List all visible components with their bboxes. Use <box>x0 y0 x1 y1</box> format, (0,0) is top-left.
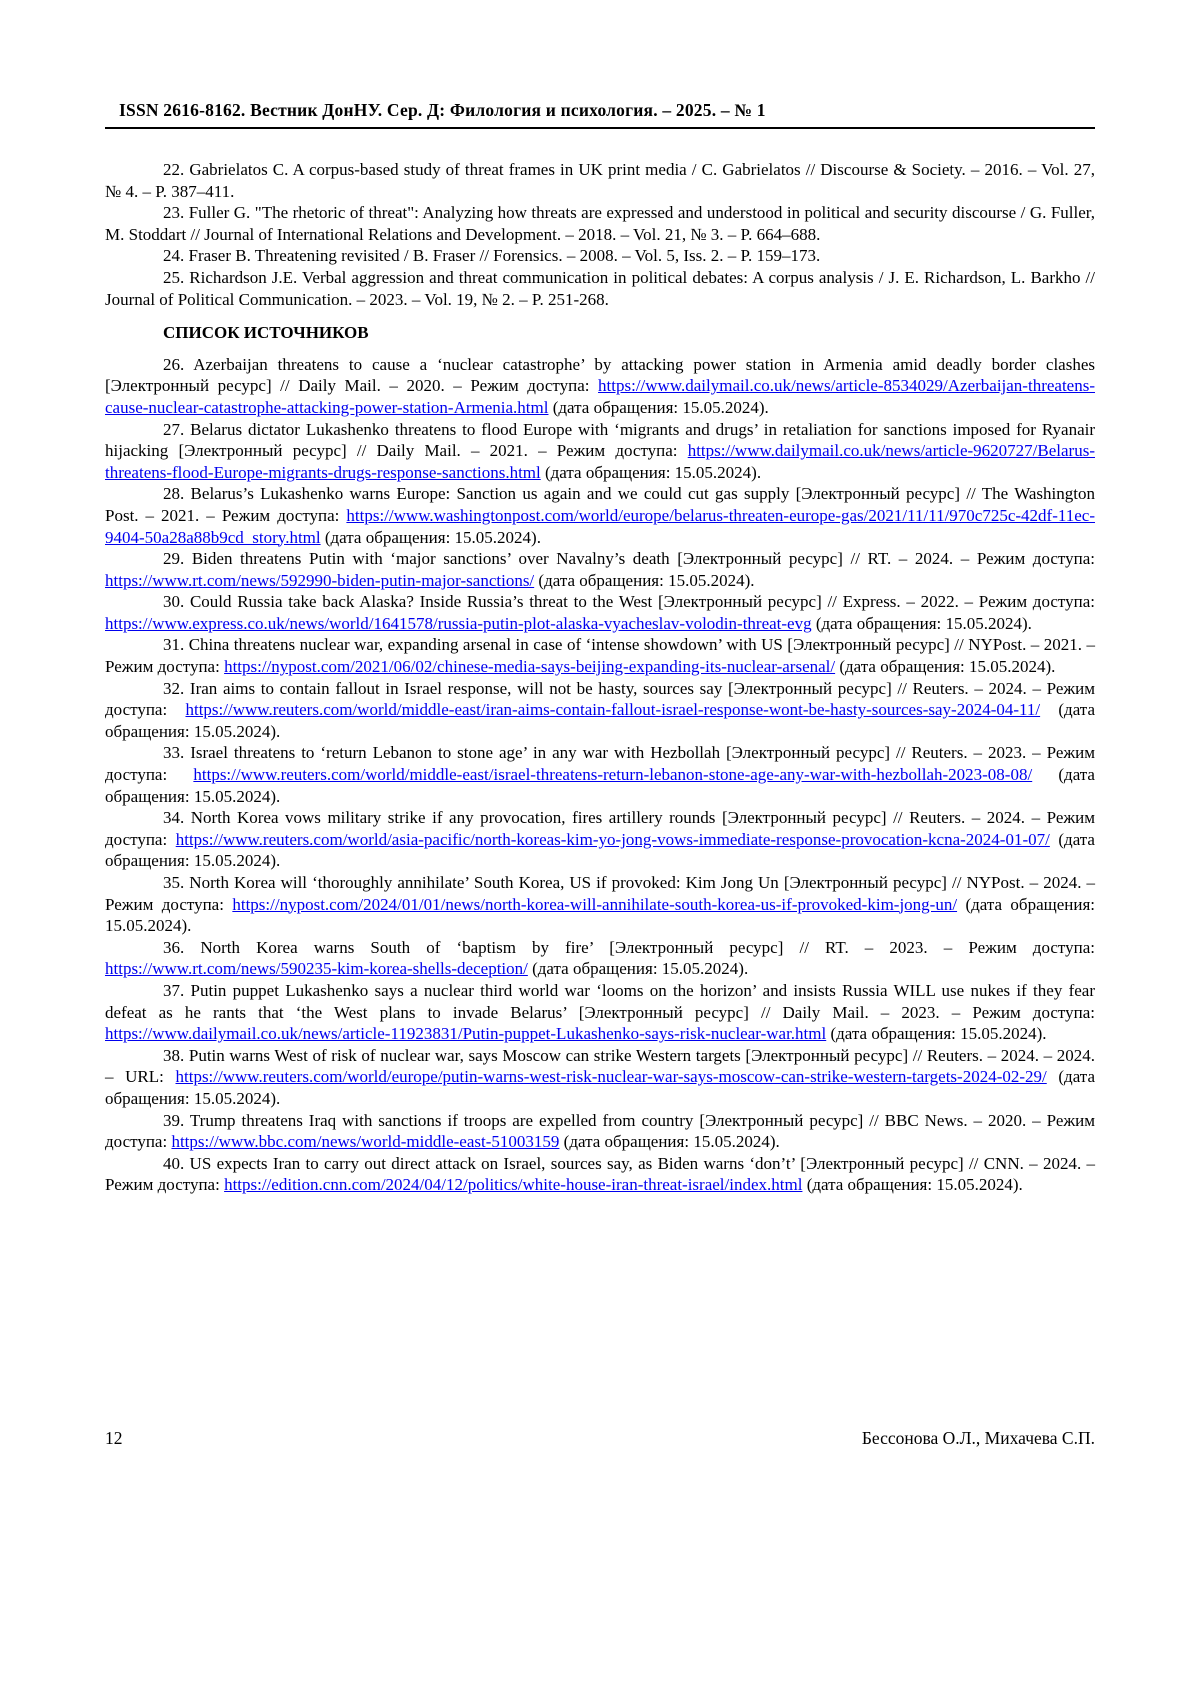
source-url-link[interactable]: https://www.reuters.com/world/middle-east/israel-threatens-return-lebanon-stone-age-any-war-with-hezbollah-2023-08-08/ <box>193 765 1033 785</box>
page-footer <box>105 1428 1095 1449</box>
references-list <box>105 159 1095 310</box>
source-url-link[interactable]: https://www.bbc.com/news/world-middle-east-51003159 <box>171 1132 560 1152</box>
source-item <box>105 591 1095 634</box>
source-text: 27. Belarus dictator Lukashenko threatens to flood Europe with ‘migrants and drugs’ in retaliation for sanctions imposed for Ryanair hijacking [Электронный ресурс] // Daily Mail. – 2021. – Режим доступа: <box>105 419 1095 461</box>
source-item <box>105 548 1095 591</box>
sources-heading: СПИСОК ИСТОЧНИКОВ <box>163 323 369 343</box>
source-url-link[interactable]: https://www.rt.com/news/590235-kim-korea-shells-deception/ <box>105 959 528 979</box>
source-text: 32. Iran aims to contain fallout in Israel response, will not be hasty, sources say [Электронный ресурс] // Reuters. – 2024. – Режим доступа: <box>105 678 1095 720</box>
source-text: (дата обращения: 15.05.2024). <box>105 700 1095 741</box>
source-url-link[interactable]: https://nypost.com/2021/06/02/chinese-media-says-beijing-expanding-its-nuclear-arsenal/ <box>224 657 836 677</box>
source-text: (дата обращения: 15.05.2024). <box>826 1024 1047 1044</box>
footer-authors: Бессонова О.Л., Михачева С.П. <box>861 1428 1095 1448</box>
journal-running-head: ISSN 2616-8162. Вестник ДонНУ. Сер. Д: Филология и психология. – 2025. – № 1 <box>105 100 1095 129</box>
source-text: 36. North Korea warns South of ‘baptism by fire’ [Электронный ресурс] // RT. – 2023. – Режим доступа: <box>163 937 1095 957</box>
source-item <box>105 1153 1095 1196</box>
source-text: (дата обращения: 15.05.2024). <box>105 1067 1095 1108</box>
source-item <box>105 1110 1095 1153</box>
source-url-link[interactable]: https://www.dailymail.co.uk/news/article-8534029/Azerbaijan-threatens-cause-nuclear-catastrophe-attacking-power-station-Armenia.html <box>105 376 1095 417</box>
source-text: (дата обращения: 15.05.2024). <box>802 1175 1023 1195</box>
source-text: (дата обращения: 15.05.2024). <box>540 462 762 482</box>
source-text: (дата обращения: 15.05.2024). <box>105 894 1095 936</box>
source-url-link[interactable]: https://www.express.co.uk/news/world/1641578/russia-putin-plot-alaska-vyacheslav-volodin-threat-evg <box>105 613 812 633</box>
source-text: (дата обращения: 15.05.2024). <box>835 657 1056 677</box>
source-item <box>105 937 1095 980</box>
source-text: (дата обращения: 15.05.2024). <box>105 765 1095 806</box>
source-item <box>105 354 1095 419</box>
source-text: 30. Could Russia take back Alaska? Inside Russia’s threat to the West [Электронный ресурс] // Express. – 2022. – Режим доступа: <box>163 592 1095 612</box>
source-item <box>105 634 1095 677</box>
source-url-link[interactable]: https://www.rt.com/news/592990-biden-putin-major-sanctions/ <box>105 570 535 590</box>
source-url-link[interactable]: https://nypost.com/2024/01/01/news/north-korea-will-annihilate-south-korea-us-if-provoked-kim-jong-un/ <box>232 894 958 914</box>
source-text: 38. Putin warns West of risk of nuclear war, says Moscow can strike Western targets [Электронный ресурс] // Reuters. – 2024. – 2024. – URL: <box>105 1045 1095 1087</box>
source-url-link[interactable]: https://www.dailymail.co.uk/news/article-11923831/Putin-puppet-Lukashenko-says-risk-nuclear-war.html <box>105 1024 827 1044</box>
source-url-link[interactable]: https://www.reuters.com/world/middle-east/iran-aims-contain-fallout-israel-response-wont-be-hasty-sources-say-2024-04-11/ <box>185 700 1041 720</box>
source-text: 33. Israel threatens to ‘return Lebanon to stone age’ in any war with Hezbollah [Электронный ресурс] // Reuters. – 2023. – Режим доступа: <box>105 743 1095 785</box>
source-item <box>105 1045 1095 1110</box>
source-text: (дата обращения: 15.05.2024). <box>320 527 541 547</box>
reference-item: 25. Richardson J.E. Verbal aggression and threat communication in political debates: A corpus analysis / J. E. Richardson, L. Barkho // Journal of Political Communication. – 2023. – Vol. 19, № 2. – P. 251-268. <box>105 267 1095 309</box>
source-text: 40. US expects Iran to carry out direct attack on Israel, sources say, as Biden warns ‘don’t’ [Электронный ресурс] // CNN. – 2024. – Режим доступа: <box>105 1153 1095 1195</box>
source-item <box>105 419 1095 484</box>
source-item <box>105 742 1095 807</box>
source-text: 28. Belarus’s Lukashenko warns Europe: Sanction us again and we could cut gas supply [Электронный ресурс] // The Washington Post. – 2021. – Режим доступа: <box>105 484 1095 525</box>
reference-item: 24. Fraser B. Threatening revisited / B. Fraser // Forensics. – 2008. – Vol. 5, Iss. 2. – P. 159–173. <box>163 246 821 266</box>
reference-item: 22. Gabrielatos C. A corpus-based study of threat frames in UK print media / C. Gabrielatos // Discourse & Society. – 2016. – Vol. 27, № 4. – P. 387–411. <box>105 160 1095 201</box>
source-url-link[interactable]: https://www.reuters.com/world/europe/putin-warns-west-risk-nuclear-war-says-moscow-can-strike-western-targets-2024-02-29/ <box>175 1067 1047 1087</box>
source-text: 26. Azerbaijan threatens to cause a ‘nuclear catastrophe’ by attacking power station in Armenia amid deadly border clashes [Электронный ресурс] // Daily Mail. – 2020. – Режим доступа: <box>105 354 1095 396</box>
source-url-link[interactable]: https://edition.cnn.com/2024/04/12/politics/white-house-iran-threat-israel/index.html <box>224 1175 803 1195</box>
source-text: (дата обращения: 15.05.2024). <box>559 1132 780 1152</box>
source-url-link[interactable]: https://www.washingtonpost.com/world/europe/belarus-threaten-europe-gas/2021/11/11/970c725c-42df-11ec-9404-50a28a88b9cd_story.html <box>105 505 1095 547</box>
source-text: 31. China threatens nuclear war, expanding arsenal in case of ‘intense showdown’ with US [Электронный ресурс] // NYPost. – 2021. – Режим доступа: <box>105 635 1095 677</box>
source-text: (дата обращения: 15.05.2024). <box>811 613 1032 633</box>
page-number: 12 <box>105 1428 123 1448</box>
source-item <box>105 980 1095 1045</box>
source-item <box>105 678 1095 743</box>
source-item <box>105 483 1095 548</box>
source-text: 34. North Korea vows military strike if any provocation, fires artillery rounds [Электронный ресурс] // Reuters. – 2024. – Режим доступа: <box>105 808 1095 849</box>
source-text: 39. Trump threatens Iraq with sanctions if troops are expelled from country [Электронный ресурс] // BBC News. – 2020. – Режим доступа: <box>105 1110 1095 1152</box>
source-text: (дата обращения: 15.05.2024). <box>105 829 1095 871</box>
source-text: (дата обращения: 15.05.2024). <box>548 397 769 417</box>
source-item <box>105 872 1095 937</box>
source-text: (дата обращения: 15.05.2024). <box>534 570 755 590</box>
sources-list <box>105 354 1095 1196</box>
source-text: (дата обращения: 15.05.2024). <box>527 959 749 979</box>
source-text: 37. Putin puppet Lukashenko says a nuclear third world war ‘looms on the horizon’ and insists Russia WILL use nukes if they fear defeat as he rants that ‘the West plans to invade Belarus’ [Электронный ресурс] // Daily Mail. – 2023. – Режим доступа: <box>105 980 1095 1022</box>
reference-item: 23. Fuller G. "The rhetoric of threat": Analyzing how threats are expressed and understood in political and security discourse / G. Fuller, M. Stoddart // Journal of International Relations and Development. – 2018. – Vol. 21, № 3. – P. 664–688. <box>105 203 1095 244</box>
source-url-link[interactable]: https://www.reuters.com/world/asia-pacific/north-koreas-kim-yo-jong-vows-immediate-response-provocation-kcna-2024-01-07/ <box>175 829 1050 849</box>
source-item <box>105 807 1095 872</box>
text-block <box>105 100 1095 1196</box>
source-text: 35. North Korea will ‘thoroughly annihilate’ South Korea, US if provoked: Kim Jong Un [Электронный ресурс] // NYPost. – 2024. – Режим доступа: <box>105 873 1095 914</box>
source-text: 29. Biden threatens Putin with ‘major sanctions’ over Navalny’s death [Электронный ресурс] // RT. – 2024. – Режим доступа: <box>163 549 1095 569</box>
source-url-link[interactable]: https://www.dailymail.co.uk/news/article-9620727/Belarus-threatens-flood-Europe-migrants-drugs-response-sanctions.html <box>105 441 1095 482</box>
